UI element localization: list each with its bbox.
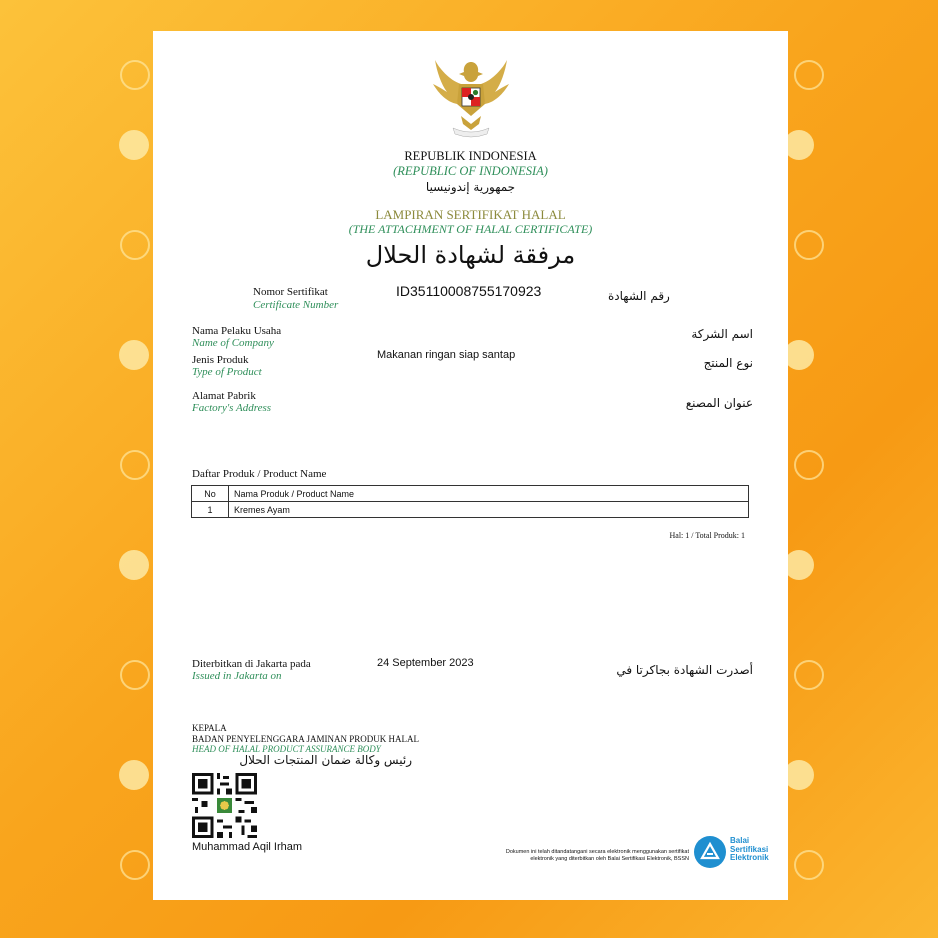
product-type-label-en: Type of Product: [192, 366, 262, 378]
cert-number-value: ID35110008755170923: [396, 283, 542, 299]
issued-label: Diterbitkan di Jakarta pada: [192, 658, 311, 670]
row-name: Kremes Ayam: [229, 502, 749, 518]
col-name-header: Nama Produk / Product Name: [229, 486, 749, 502]
bsre-line1: Balai: [730, 836, 750, 845]
issued-label-en: Issued in Jakarta on: [192, 670, 282, 682]
company-label-ar: اسم الشركة: [691, 327, 753, 341]
product-table: [191, 485, 749, 518]
signatory-agency-ar: رئيس وكالة ضمان المنتجات الحلال: [239, 753, 412, 767]
cert-number-label-en: Certificate Number: [253, 299, 339, 311]
row-no: 1: [192, 502, 229, 518]
product-list-title: Daftar Produk / Product Name: [192, 468, 327, 480]
right-ornament-border: [786, 30, 826, 900]
signatory-agency-en: HEAD OF HALAL PRODUCT ASSURANCE BODY: [192, 744, 381, 754]
document-title-ar: مرفقة لشهادة الحلال: [365, 241, 576, 269]
table-row: [192, 502, 749, 518]
signatory-name: Muhammad Aqil Irham: [192, 841, 303, 853]
qr-code-icon: [192, 773, 257, 838]
signatory-title: KEPALA: [192, 723, 227, 733]
country-title-ar: جمهورية إندونيسيا: [425, 180, 516, 194]
issued-label-ar: أصدرت الشهادة بجاكرتا في: [616, 663, 753, 677]
footer-note: [453, 849, 689, 863]
left-ornament-border: [112, 30, 152, 900]
issued-date: 24 September 2023: [377, 657, 474, 669]
country-title-en: (REPUBLIC OF INDONESIA): [393, 164, 548, 178]
bsre-logo-icon: [693, 835, 727, 869]
cert-number-label: Nomor Sertifikat: [253, 286, 328, 298]
company-label: Nama Pelaku Usaha: [192, 325, 282, 337]
signatory-agency: BADAN PENYELENGGARA JAMINAN PRODUK HALAL: [192, 734, 419, 744]
address-label: Alamat Pabrik: [192, 390, 256, 402]
address-label-ar: عنوان المصنع: [685, 396, 753, 410]
product-type-label-ar: نوع المنتج: [703, 356, 753, 370]
page-info: Hal: 1 / Total Produk: 1: [669, 531, 745, 540]
bsre-line3: Elektronik: [730, 853, 769, 862]
document-title: LAMPIRAN SERTIFIKAT HALAL: [375, 207, 566, 222]
footer-note-line1: Dokumen ini telah ditandatangani secara elektronik menggunakan sertifikat: [505, 849, 689, 855]
col-no-header: No: [192, 486, 229, 502]
bsre-line2: Sertifikasi: [730, 844, 769, 854]
bsre-logo-text: [730, 837, 769, 863]
address-label-en: Factory's Address: [192, 402, 272, 414]
table-header-row: [192, 486, 749, 502]
certificate-paper: [153, 31, 788, 900]
footer-note-line2: elektronik yang diterbitkan oleh Balai Sertifikasi Elektronik, BSSN: [530, 856, 689, 862]
product-type-label: Jenis Produk: [192, 354, 249, 366]
document-title-en: (THE ATTACHMENT OF HALAL CERTIFICATE): [348, 222, 593, 236]
country-title: REPUBLIK INDONESIA: [404, 149, 537, 163]
garuda-emblem-icon: [431, 58, 511, 140]
product-type-value: Makanan ringan siap santap: [377, 349, 516, 361]
company-label-en: Name of Company: [192, 337, 274, 349]
cert-number-label-ar: رقم الشهادة: [608, 289, 670, 303]
